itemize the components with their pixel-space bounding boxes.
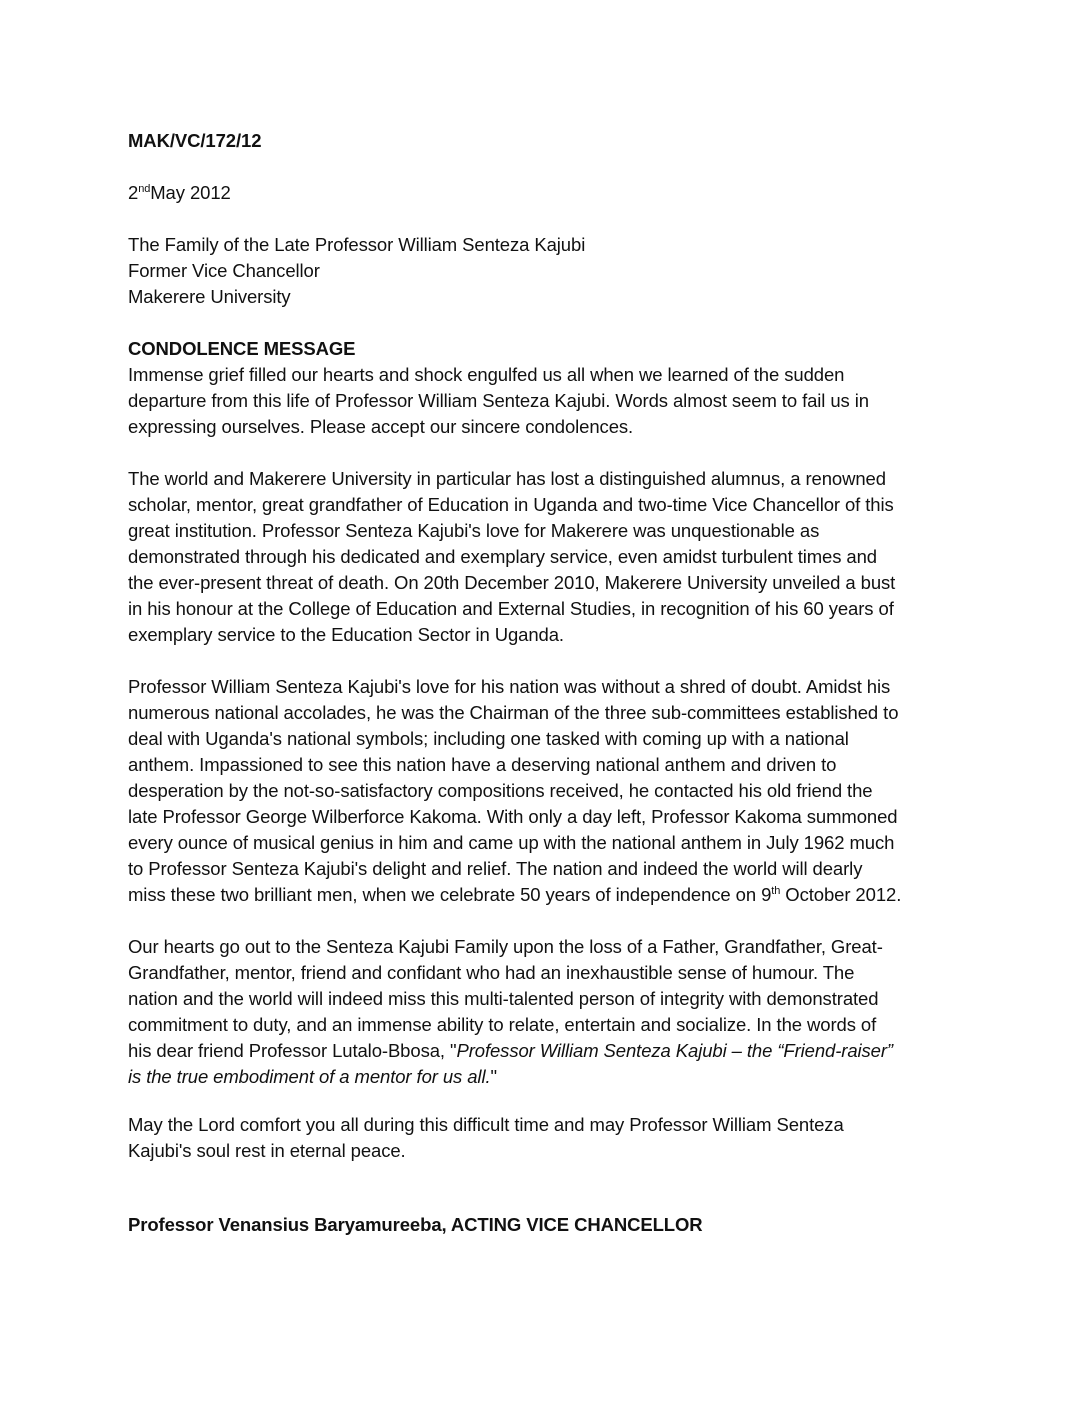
recipient-line: The Family of the Late Professor William Senteza Kajubi: [128, 234, 586, 255]
paragraph-line: Our hearts go out to the Senteza Kajubi Family upon the loss of a Father, Grandfather, Great-: [128, 936, 883, 957]
paragraph-5: [128, 1112, 988, 1164]
letter-heading: CONDOLENCE MESSAGE: [128, 338, 356, 359]
date-rest: May 2012: [150, 182, 231, 203]
paragraph-4: [128, 934, 988, 1090]
paragraph-line: Grandfather, mentor, friend and confidant who had an inexhaustible sense of humour. The: [128, 962, 855, 983]
paragraph-line: every ounce of musical genius in him and came up with the national anthem in July 1962 much: [128, 832, 895, 853]
paragraph-1: [128, 362, 988, 440]
quote-intro: his dear friend Professor Lutalo-Bbosa, ": [128, 1040, 457, 1061]
reference-number: MAK/VC/172/12: [128, 130, 262, 151]
paragraph-line: expressing ourselves. Please accept our sincere condolences.: [128, 416, 634, 437]
paragraph-line: deal with Uganda's national symbols; including one tasked with coming up with a national: [128, 728, 849, 749]
signature-line: Professor Venansius Baryamureeba, ACTING VICE CHANCELLOR: [128, 1214, 703, 1235]
letter-date: [128, 180, 988, 206]
paragraph-line: departure from this life of Professor William Senteza Kajubi. Words almost seem to fail us in: [128, 390, 869, 411]
recipient-block: [128, 232, 988, 310]
paragraph-line: anthem. Impassioned to see this nation have a deserving national anthem and driven to: [128, 754, 837, 775]
ordinal-suffix: th: [771, 885, 781, 897]
paragraph-line: Professor William Senteza Kajubi's love for his nation was without a shred of doubt. Amidst his: [128, 676, 891, 697]
date-day: 2: [128, 182, 139, 203]
paragraph-line: nation and the world will indeed miss this multi-talented person of integrity with demonstrated: [128, 988, 879, 1009]
paragraph-2: [128, 466, 988, 648]
date-day-suffix: nd: [138, 183, 151, 195]
paragraph-line: commitment to duty, and an immense ability to relate, entertain and socialize. In the words of: [128, 1014, 877, 1035]
paragraph-3-last-after: October 2012.: [780, 884, 902, 905]
quote-close: ": [490, 1066, 497, 1087]
paragraph-line: in his honour at the College of Education and External Studies, in recognition of his 60 years of: [128, 598, 894, 619]
recipient-line: Former Vice Chancellor: [128, 260, 320, 281]
quote-line-2: [128, 1064, 988, 1090]
paragraph-line: demonstrated through his dedicated and exemplary service, even amidst turbulent times and: [128, 546, 877, 567]
paragraph-line: exemplary service to the Education Sector in Uganda.: [128, 624, 564, 645]
paragraph-line: The world and Makerere University in particular has lost a distinguished alumnus, a renowned: [128, 468, 886, 489]
paragraph-line: great institution. Professor Senteza Kajubi's love for Makerere was unquestionable as: [128, 520, 820, 541]
paragraph-line: numerous national accolades, he was the Chairman of the three sub-committees established to: [128, 702, 899, 723]
paragraph-line: the ever-present threat of death. On 20th December 2010, Makerere University unveiled a bust: [128, 572, 896, 593]
paragraph-line: scholar, mentor, great grandfather of Education in Uganda and two-time Vice Chancellor of this: [128, 494, 894, 515]
paragraph-line-last: [128, 882, 988, 908]
quote-line-1: [128, 1038, 988, 1064]
quote-text: is the true embodiment of a mentor for us all.: [128, 1066, 491, 1087]
paragraph-3: [128, 674, 988, 908]
paragraph-line: Immense grief filled our hearts and shock engulfed us all when we learned of the sudden: [128, 364, 845, 385]
quote-text: Professor William Senteza Kajubi – the “Friend-raiser”: [456, 1040, 893, 1061]
recipient-line: Makerere University: [128, 286, 291, 307]
paragraph-line: late Professor George Wilberforce Kakoma. With only a day left, Professor Kakoma summoned: [128, 806, 898, 827]
paragraph-line: Kajubi's soul rest in eternal peace.: [128, 1140, 406, 1161]
paragraph-3-last-before: miss these two brilliant men, when we celebrate 50 years of independence on 9: [128, 884, 772, 905]
paragraph-line: May the Lord comfort you all during this difficult time and may Professor William Senteza: [128, 1114, 844, 1135]
paragraph-line: desperation by the not-so-satisfactory compositions received, he contacted his old friend the: [128, 780, 873, 801]
paragraph-line: to Professor Senteza Kajubi's delight and relief. The nation and indeed the world will dearly: [128, 858, 863, 879]
